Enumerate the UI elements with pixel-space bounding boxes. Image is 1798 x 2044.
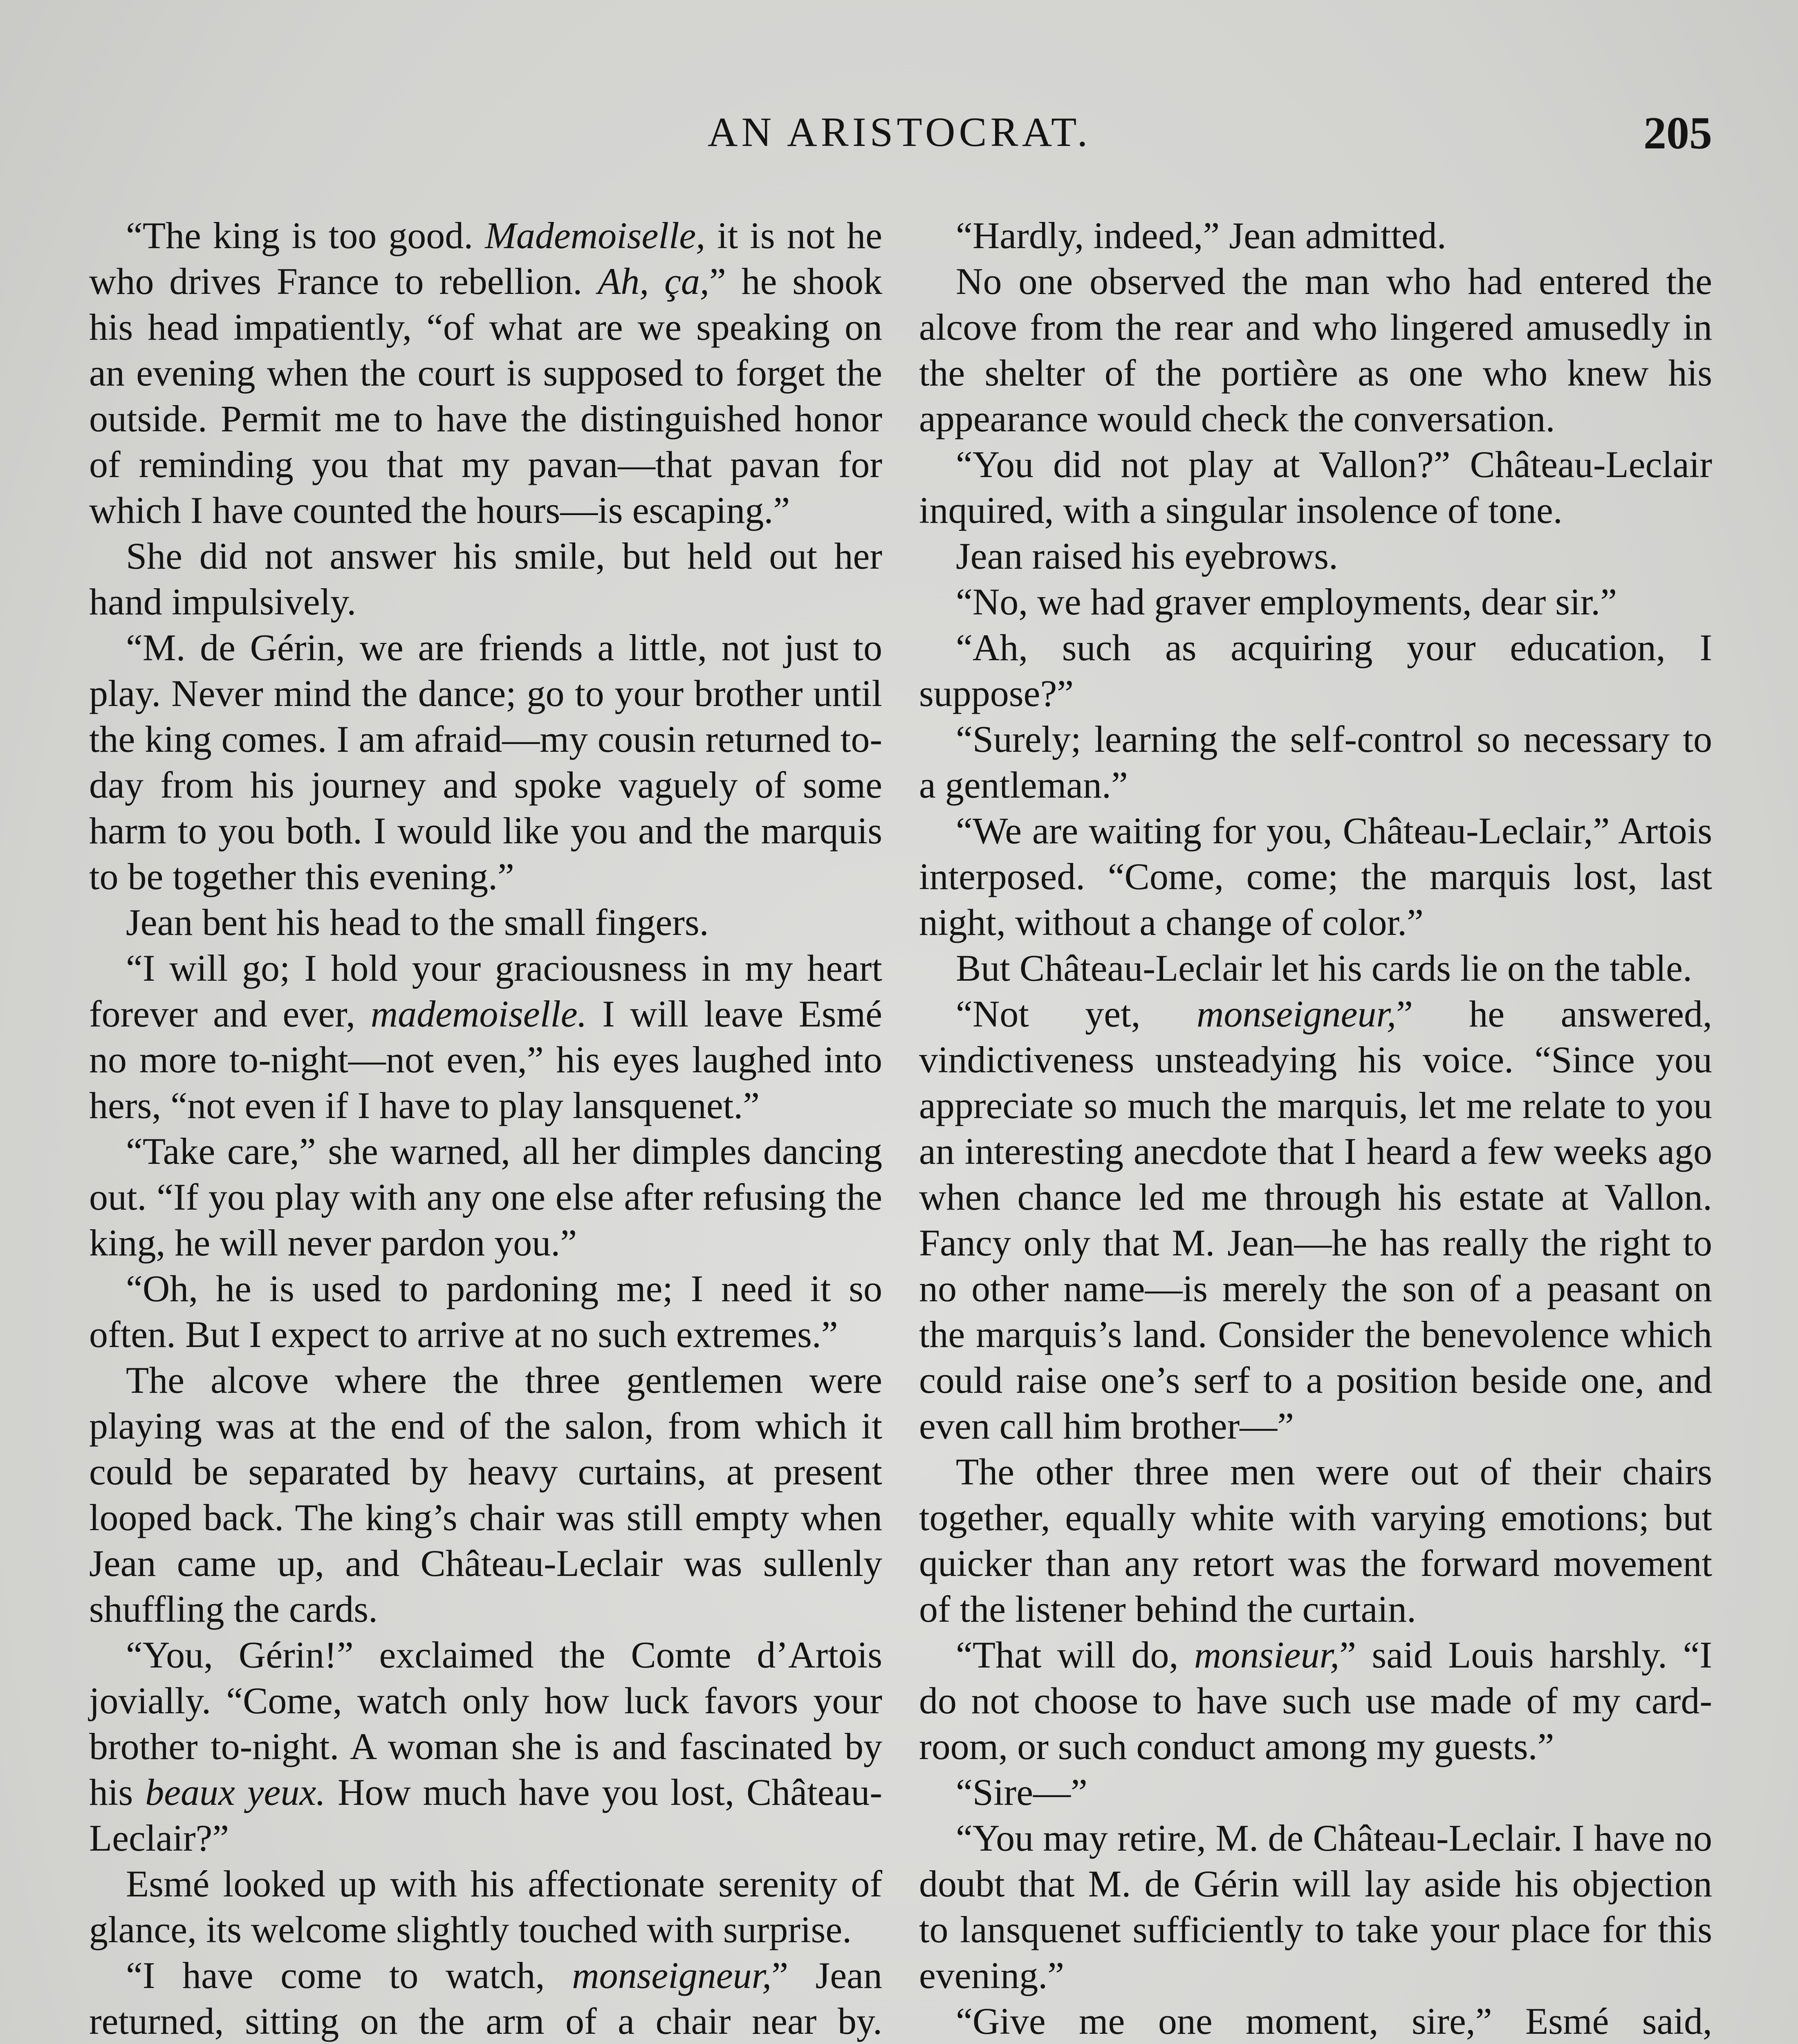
text-run: “Give me one moment, sire,” Esmé said, [956,2000,1712,2042]
italic-text: monseigneur, [1197,993,1397,1035]
paragraph [919,1632,1712,1769]
text-run: I will leave Esmé no more to-night—not even,” his eyes laughed into hers, “not even if I have to play lansquenet.” [89,993,882,1126]
text-run: ” Jean returned, sitting on the arm of a chair near by. [89,1954,882,2042]
text-run: Esmé looked up with his affectionate serenity of glance, its welcome slightly touched with surprise. [89,1863,882,1950]
paragraph [89,213,882,533]
text-run: She did not answer his smile, but held out her hand impulsively. [89,535,882,623]
text-run: “You may retire, M. de Château-Leclair. I have no doubt that M. de Gérin will lay aside his objection to lansquenet sufficiently to take your place for this evening.” [919,1817,1712,1996]
text-run: “The king is too good. [126,215,485,256]
paragraph [89,1861,882,1952]
text-run: “Take care,” she warned, all her dimples dancing out. “If you play with any one else after refusing the king, he will never pardon you.” [89,1130,882,1264]
text-run: “You did not play at Vallon?” Château-Leclair inquired, with a singular insolence of tone. [919,444,1712,531]
paragraph [919,808,1712,945]
italic-text: mademoiselle. [370,993,587,1035]
paragraph [919,258,1712,442]
paragraph [89,1128,882,1266]
text-run: it is not he who drives France to rebellion. [89,215,882,302]
italic-text: monsieur, [1194,1634,1340,1676]
paragraph [89,899,882,945]
text-run: But Château-Leclair let his cards lie on the table. [956,947,1693,989]
text-run: “You, Gérin!” exclaimed the Comte d’Artois jovially. “Come, watch only how luck favors your brother to-night. A woman she is and fascinated by his [89,1634,882,1813]
text-run: “Surely; learning the self-control so necessary to a gentleman.” [919,718,1712,806]
paragraph [89,1632,882,1861]
paragraph [919,716,1712,808]
paragraph [919,442,1712,533]
paragraph [919,1769,1712,1815]
text-run: ” said Louis harshly. “I do not choose to have such use made of my card-room, or such conduct among my guests.” [919,1634,1712,1767]
text-run: ” he shook his head impatiently, “of what are we speaking on an evening when the court is supposed to forget the outside. Permit me to have the distinguished honor of reminding you that my pavan—that pavan for which I have counted the hours—is escaping.” [89,260,882,531]
italic-text: monseigneur, [572,1954,772,1996]
paragraph [919,1449,1712,1632]
paragraph [919,1998,1712,2044]
text-run: “I have come to watch, [126,1954,572,1996]
paragraph [89,533,882,625]
text-run: “Sire—” [956,1771,1087,1813]
text-run: “No, we had graver employments, dear sir.” [956,581,1617,623]
paragraph [89,1266,882,1357]
running-title: AN ARISTOCRAT. [707,109,1092,155]
text-run: “We are waiting for you, Château-Leclair,” Artois interposed. “Come, come; the marquis lost, last night, without a change of color.” [919,810,1712,943]
paragraph [919,579,1712,625]
text-run: Jean bent his head to the small fingers. [126,901,709,943]
text-run: “Not yet, [956,993,1197,1035]
paragraph [919,533,1712,579]
text-run: “M. de Gérin, we are friends a little, not just to play. Never mind the dance; go to your brother until the king comes. I am afraid—my cousin returned to-day from his journey and spoke vaguely of some harm to you both. I would like you and the marquis to be together this evening.” [89,627,882,897]
paragraph [89,1952,882,2044]
text-run: Jean raised his eyebrows. [956,535,1338,577]
text-run: “Ah, such as acquiring your education, I suppose?” [919,627,1712,714]
text-run: “Oh, he is used to pardoning me; I need it so often. But I expect to arrive at no such extremes.” [89,1268,882,1355]
text-run: “Hardly, indeed,” Jean admitted. [956,215,1446,256]
text-run: No one observed the man who had entered the alcove from the rear and who lingered amusedly in the shelter of the portière as one who knew his appearance would check the conversation. [919,260,1712,439]
paragraph [89,945,882,1128]
paragraph [89,625,882,899]
left-text-column [89,213,882,2044]
italic-text: Ah, ça, [598,260,709,302]
paragraph [919,1815,1712,1998]
text-run: The alcove where the three gentlemen were playing was at the end of the salon, from which it could be separated by heavy curtains, at present looped back. The king’s chair was still empty when Jean came up, and Château-Leclair was sullenly shuffling the cards. [89,1359,882,1630]
paragraph [89,1357,882,1632]
text-run: “I will go; I hold your graciousness in my heart forever and ever, [89,947,882,1035]
paragraph [919,945,1712,991]
text-run: How much have you lost, Château-Leclair?” [89,1771,882,1859]
italic-text: Mademoiselle, [485,215,706,256]
text-run: “That will do, [956,1634,1194,1676]
paragraph [919,213,1712,258]
page-number: 205 [1643,108,1712,159]
italic-text: beaux yeux. [145,1771,326,1813]
paragraph [919,991,1712,1449]
text-run: ” he answered, vindictiveness unsteadying his voice. “Since you appreciate so much the marquis, let me relate to you an interesting anecdote that I heard a few weeks ago when chance led me through his estate at Vallon. Fancy only that M. Jean—he has really the right to no other name—is merely the son of a peasant on the marquis’s land. Consider the benevolence which could raise one’s serf to a position beside one, and even call him brother—” [919,993,1712,1447]
right-text-column [919,213,1712,2044]
paragraph [919,625,1712,716]
text-run: The other three men were out of their chairs together, equally white with varying emotions; but quicker than any retort was the forward movement of the listener behind the curtain. [919,1451,1712,1630]
